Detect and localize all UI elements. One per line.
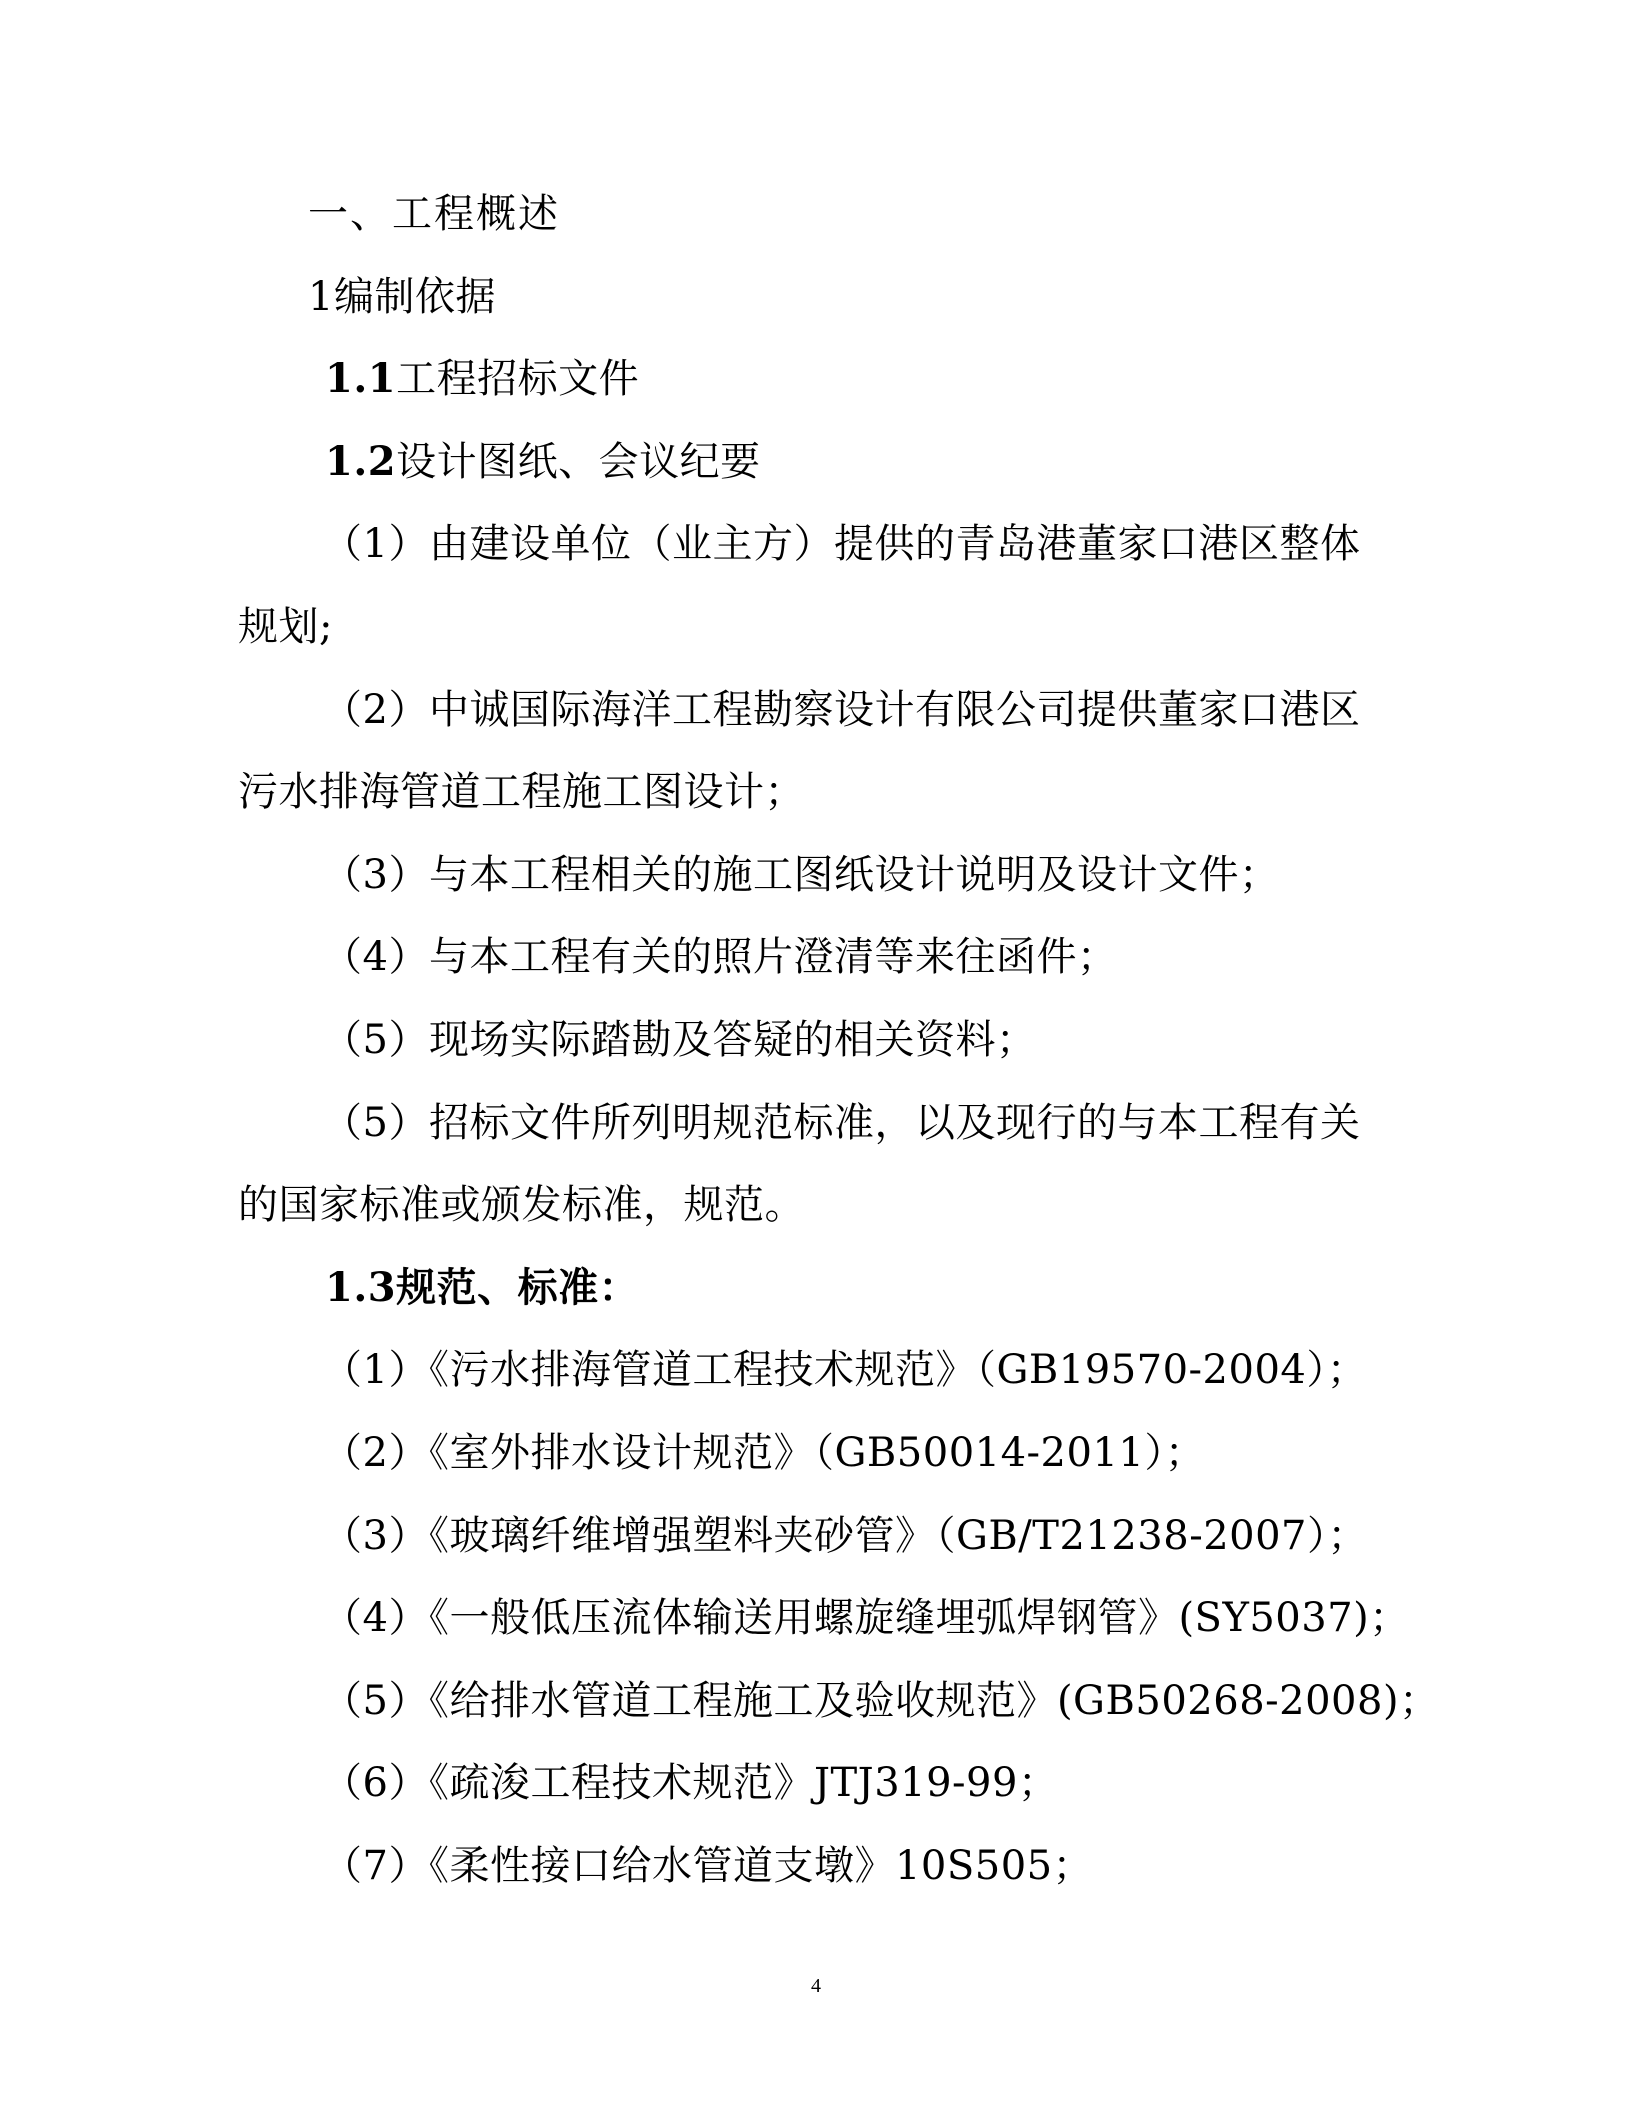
item-1-1-number: 1.1 <box>325 355 397 402</box>
item-1-3-number: 1.3 <box>325 1264 397 1311</box>
basis-item-5: （5）现场实际踏勘及答疑的相关资料； <box>322 1017 1037 1063</box>
standard-item-1: （1）《污水排海管道工程技术规范》（GB19570-2004）； <box>322 1347 1368 1393</box>
basis-item-1-line1: （1）由建设单位（业主方）提供的青岛港董家口港区整体 <box>322 521 1361 567</box>
standard-item-3: （3）《玻璃纤维增强塑料夹砂管》（GB/T21238-2007）； <box>322 1513 1369 1559</box>
section-title: 一、工程概述 <box>308 191 560 237</box>
item-1-2-number: 1.2 <box>325 438 397 485</box>
standard-item-6: （6）《疏浚工程技术规范》JTJ319-99； <box>322 1760 1059 1806</box>
item-1-3 <box>325 1264 639 1312</box>
item-1-2 <box>325 438 761 486</box>
basis-item-1-line2: 规划; <box>238 604 333 650</box>
item-1-1-text: 工程招标文件 <box>396 356 640 402</box>
item-1-3-text: 规范、标准： <box>396 1264 640 1311</box>
subsection-title: 1编制依据 <box>308 274 496 320</box>
standard-item-7: （7）《柔性接口给水管道支墩》10S505； <box>322 1843 1094 1889</box>
standard-item-4: （4）《一般低压流体输送用螺旋缝埋弧焊钢管》(SY5037)； <box>322 1595 1410 1641</box>
basis-item-2-line1: （2）中诚国际海洋工程勘察设计有限公司提供董家口港区 <box>322 687 1361 733</box>
basis-item-6-line2: 的国家标准或颁发标准，规范。 <box>238 1182 805 1228</box>
basis-item-4: （4）与本工程有关的照片澄清等来往函件； <box>322 934 1118 980</box>
basis-item-2-line2: 污水排海管道工程施工图设计； <box>238 769 805 815</box>
standard-item-2: （2）《室外排水设计规范》（GB50014-2011）； <box>322 1430 1206 1476</box>
standard-item-5: （5）《给排水管道工程施工及验收规范》(GB50268-2008)； <box>322 1678 1440 1724</box>
basis-item-3: （3）与本工程相关的施工图纸设计说明及设计文件； <box>322 852 1280 898</box>
basis-item-6-line1: （5）招标文件所列明规范标准，以及现行的与本工程有关 <box>322 1100 1361 1146</box>
item-1-1 <box>325 355 639 403</box>
page-number: 4 <box>811 1975 821 1997</box>
item-1-2-text: 设计图纸、会议纪要 <box>396 439 761 485</box>
